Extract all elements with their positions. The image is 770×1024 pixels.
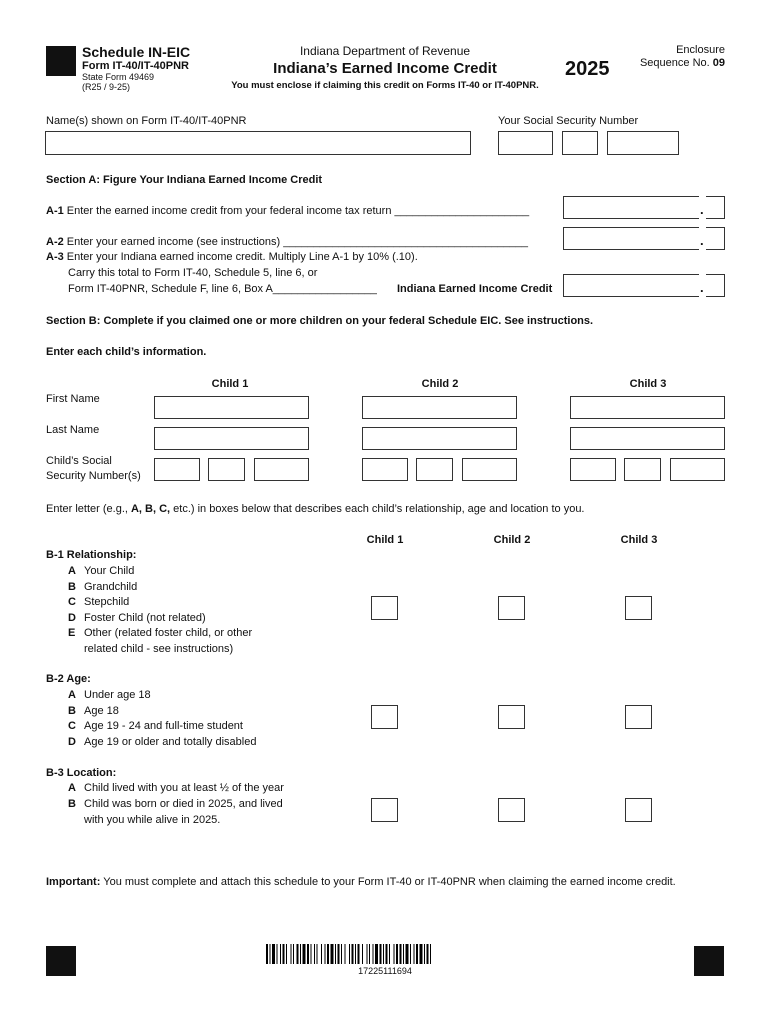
b3-option-b-letter: B [68,798,76,810]
b2-option-c-letter: C [68,720,76,732]
barcode-bar [321,944,322,964]
registration-mark-top-left [46,46,76,76]
child3-location-input[interactable] [625,798,652,822]
barcode-bar [280,944,281,964]
child2-ssn-part1[interactable] [362,458,408,481]
child3-ssn-part3[interactable] [670,458,725,481]
barcode-bar [338,944,340,964]
b1-option-d [68,612,206,624]
b3-option-a [68,782,284,794]
barcode-bar [272,944,275,964]
sequence-label [620,57,725,69]
b2-option-d-text: Age 19 or older and totally disabled [84,736,257,748]
ssn-input-part2[interactable] [562,131,598,155]
line-a3-text1: Enter your Indiana earned income credit. Multiply Line A-1 by 10% (.10). [66,251,418,263]
line-a3-text3: Form IT-40PNR, Schedule F, line 6, Box A_________________ [68,283,377,295]
b2-option-d [68,736,256,748]
child1-ssn-part2[interactable] [208,458,245,481]
barcode-bar [300,944,301,964]
child2-age-input[interactable] [498,705,525,729]
b1-option-b-text: Grandchild [84,581,138,593]
b3-option-b-cont: with you while alive in 2025. [84,814,221,826]
b1-option-b-letter: B [68,581,76,593]
barcode-bar [386,944,388,964]
b2-option-b-text: Age 18 [84,705,119,717]
a3-amount-input[interactable] [563,274,699,297]
barcode-bar [352,944,354,964]
barcode-bar [367,944,368,964]
b2-option-d-letter: D [68,736,76,748]
child2-location-input[interactable] [498,798,525,822]
barcode-bar [394,944,395,964]
names-label: Name(s) shown on Form IT-40/IT-40PNR [46,115,247,127]
barcode-bar [307,944,309,964]
ssn-input-part3[interactable] [607,131,679,155]
letter-instructions-prefix: Enter letter (e.g., [46,503,131,515]
child3-first-name-input[interactable] [570,396,725,419]
tax-year: 2025 [565,58,610,80]
barcode-bar [430,944,431,964]
barcode-bar [427,944,429,964]
barcode-bar [335,944,336,964]
line-a2-number: A-2 [46,236,64,248]
barcode-bar [369,944,370,964]
line-a2 [46,236,528,248]
barcode-bar [406,944,409,964]
child1-age-input[interactable] [371,705,398,729]
barcode-bar [283,944,285,964]
b3-option-a-letter: A [68,782,76,794]
section-b-title: Section B: Complete if you claimed one or more children on your federal Schedule EIC. See instructions. [46,315,594,327]
barcode-bar [410,944,411,964]
section-a-title: Section A: Figure Your Indiana Earned Income Credit [46,174,323,186]
b3-option-b [68,798,283,810]
ssn-input-part1[interactable] [498,131,553,155]
b1-option-e [68,627,252,639]
child3-header-b: Child 3 [620,534,658,546]
line-a1 [46,205,529,217]
enclose-note: You must enclose if claiming this credit on Forms IT-40 or IT-40PNR. [231,80,539,91]
line-a2-text: Enter your earned income (see instructions) ________________________________________ [66,236,528,248]
b1-option-a [68,565,134,577]
b1-option-e-letter: E [68,627,76,639]
important-note [46,876,676,888]
a3-cents-box[interactable] [706,274,725,297]
line-a3-bold-label: Indiana Earned Income Credit [397,283,553,295]
barcode-bar [403,944,404,964]
important-text: You must complete and attach this schedule to your Form IT-40 or IT-40PNR when claiming the earned income credit. [100,876,676,888]
a1-cents-box[interactable] [706,196,725,219]
barcode-bar [380,944,382,964]
a2-cents-box[interactable] [706,227,725,250]
child-ssn-label-line2: Security Number(s) [46,470,141,482]
letter-instructions-suffix: etc.) in boxes below that describes each child’s relationship, age and location to you. [170,503,585,515]
barcode-bar [311,944,312,964]
b1-option-d-text: Foster Child (not related) [84,612,206,624]
b3-option-a-text: Child lived with you at least ½ of the year [84,782,284,794]
barcode-bar [424,944,425,964]
child2-header: Child 2 [421,378,459,390]
b1-option-b [68,581,137,593]
form-title: Indiana’s Earned Income Credit [273,60,497,77]
enter-child-info: Enter each child’s information. [46,346,207,358]
b1-option-c-letter: C [68,596,76,608]
schedule-name: Schedule IN-EIC [82,44,191,60]
barcode-bar [293,944,294,964]
b1-option-e-cont: related child - see instructions) [84,643,234,655]
child3-age-input[interactable] [625,705,652,729]
barcode-bar [355,944,356,964]
barcode-bar [297,944,299,964]
b2-option-c [68,720,243,732]
child2-ssn-part2[interactable] [416,458,453,481]
barcode-bar [400,944,402,964]
child3-relationship-input[interactable] [625,596,652,620]
b1-option-c [68,596,129,608]
last-name-label: Last Name [46,424,100,436]
barcode-bar [362,944,363,964]
child2-ssn-part3[interactable] [462,458,517,481]
barcode-bar [389,944,390,964]
child1-header-b: Child 1 [366,534,404,546]
child1-first-name-input[interactable] [154,396,309,419]
form-revision: (R25 / 9-25) [82,82,131,92]
b2-option-a-letter: A [68,689,76,701]
child3-header: Child 3 [629,378,667,390]
letter-instructions [46,503,585,515]
first-name-label: First Name [46,393,100,405]
child3-ssn-part2[interactable] [624,458,661,481]
line-a3-number: A-3 [46,251,64,263]
barcode-bar [303,944,306,964]
b2-option-a [68,689,151,701]
barcode-bar [341,944,342,964]
important-label: Important: [46,876,101,888]
line-a1-number: A-1 [46,205,64,217]
b2-option-c-text: Age 19 - 24 and full-time student [84,720,243,732]
ssn-label: Your Social Security Number [498,115,639,127]
names-input[interactable] [45,131,471,155]
barcode-bar [314,944,315,964]
enclosure-label: Enclosure [676,44,725,56]
line-a3 [46,251,418,263]
child3-ssn-part1[interactable] [570,458,616,481]
child1-location-input[interactable] [371,798,398,822]
a2-decimal: . [700,233,704,248]
letter-instructions-abc: A, B, C, [130,503,171,515]
registration-mark-bottom-left [46,946,76,976]
b1-option-d-letter: D [68,612,76,624]
line-a1-text: Enter the earned income credit from your federal income tax return ______________________ [66,205,530,217]
b1-title: B-1 Relationship: [46,549,137,561]
b3-title: B-3 Location: [46,767,117,779]
child1-ssn-part3[interactable] [254,458,309,481]
child2-first-name-input[interactable] [362,396,517,419]
a1-amount-input[interactable] [563,196,699,219]
b2-title: B-2 Age: [46,673,91,685]
registration-mark-bottom-right [694,946,724,976]
barcode-bar [345,944,346,964]
b3-option-b-text: Child was born or died in 2025, and lived [84,798,283,810]
barcode-bar [270,944,271,964]
b2-option-a-text: Under age 18 [84,689,151,701]
barcode-bar [416,944,418,964]
line-a3-text2: Carry this total to Form IT-40, Schedule 5, line 6, or [68,267,318,279]
sequence-text: Sequence No. [639,57,710,69]
form-name: Form IT-40/IT-40PNR [82,60,189,72]
b1-option-a-text: Your Child [84,565,135,577]
a1-decimal: . [700,202,704,217]
barcode-bar [414,944,415,964]
barcode-bar [277,944,278,964]
barcode-bar [396,944,398,964]
b2-option-b [68,705,119,717]
barcode [266,944,504,964]
barcode-bar [373,944,374,964]
barcode-bar [266,944,268,964]
child1-last-name-input[interactable] [154,427,309,450]
barcode-bar [317,944,318,964]
child-ssn-label-line1: Child’s Social [46,455,112,467]
child2-relationship-input[interactable] [498,596,525,620]
barcode-bar [349,944,350,964]
a2-amount-input[interactable] [563,227,699,250]
child2-header-b: Child 2 [493,534,531,546]
child1-relationship-input[interactable] [371,596,398,620]
child1-ssn-part1[interactable] [154,458,200,481]
barcode-bar [325,944,326,964]
child1-header: Child 1 [211,378,249,390]
barcode-bar [286,944,287,964]
barcode-bar [383,944,384,964]
a3-decimal: . [700,280,704,295]
child2-last-name-input[interactable] [362,427,517,450]
child3-last-name-input[interactable] [570,427,725,450]
b2-option-b-letter: B [68,705,76,717]
barcode-bar [375,944,378,964]
b1-option-a-letter: A [68,565,76,577]
barcode-bar [420,944,423,964]
barcode-bar [291,944,292,964]
barcode-bar [358,944,360,964]
sequence-number: 09 [712,57,725,69]
b1-option-c-text: Stepchild [84,596,130,608]
barcode-number: 17225111694 [358,966,412,976]
barcode-bar [331,944,334,964]
state-form-number: State Form 49469 [82,72,155,82]
b1-option-e-text: Other (related foster child, or other [84,627,253,639]
department-name: Indiana Department of Revenue [299,44,471,58]
barcode-bar [327,944,329,964]
